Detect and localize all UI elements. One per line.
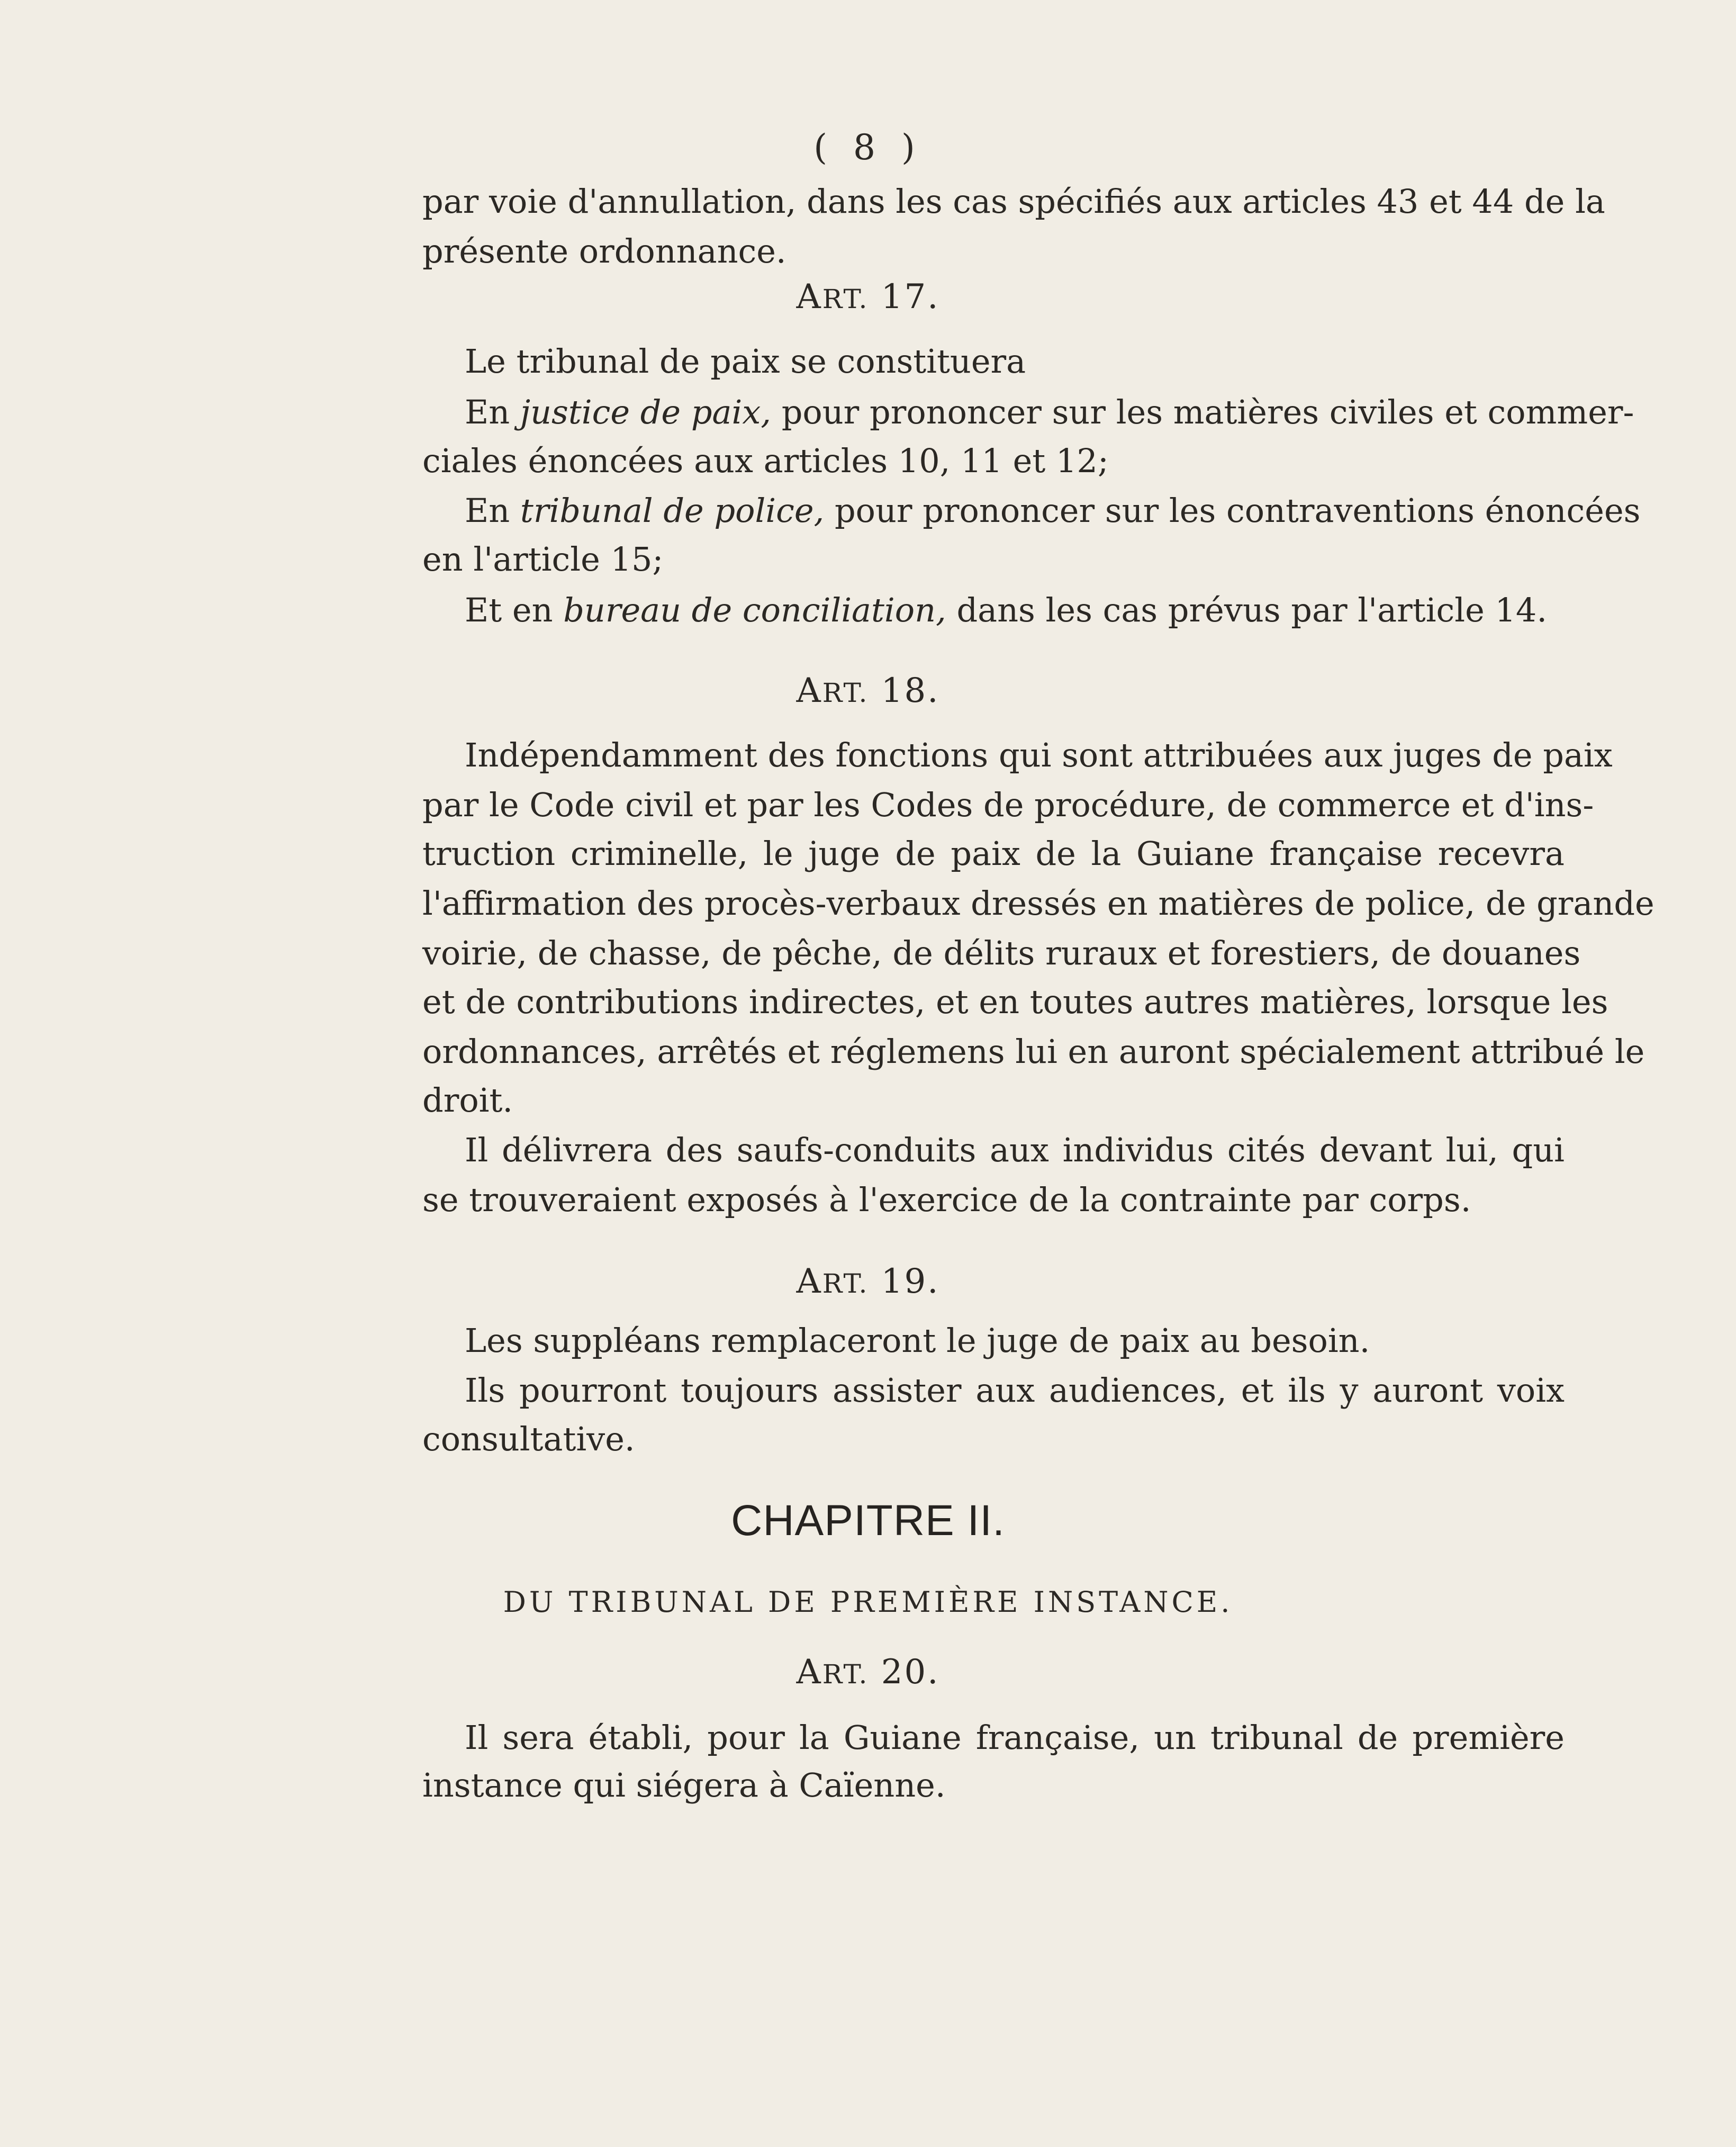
chapter-title: CHAPITRE II. <box>731 1496 1005 1545</box>
page-folio: ( 8 ) <box>813 127 923 168</box>
text-line: En tribunal de police, pour prononcer sur les contraventions énoncées <box>465 491 1641 530</box>
text-line: se trouveraient exposés à l'exercice de la contrainte par corps. <box>422 1180 1471 1219</box>
text-line: et de contributions indirectes, et en toutes autres matières, lorsque les <box>422 982 1608 1021</box>
text-line: voirie, de chasse, de pêche, de délits ruraux et forestiers, de douanes <box>422 934 1581 972</box>
text-line: ordonnances, arrêtés et réglemens lui en auront spécialement attribué le <box>422 1032 1645 1071</box>
text-line: Les suppléans remplaceront le juge de paix au besoin. <box>465 1321 1370 1360</box>
article-heading-18: ART. 18. <box>796 671 940 710</box>
text-line: Il délivrera des saufs-conduits aux individus cités devant lui, qui <box>465 1131 1565 1169</box>
article-heading-19: ART. 19. <box>796 1262 940 1301</box>
text-line: Et en bureau de conciliation, dans les cas prévus par l'article 14. <box>465 591 1548 629</box>
text-line: ciales énoncées aux articles 10, 11 et 12; <box>422 441 1109 480</box>
text-line: l'affirmation des procès-verbaux dressés en matières de police, de grande <box>422 884 1654 923</box>
text-line: instance qui siégera à Caïenne. <box>422 1766 946 1805</box>
text-line: Ils pourront toujours assister aux audiences, et ils y auront voix <box>465 1371 1565 1410</box>
text-line: en l'article 15; <box>422 540 664 579</box>
text-line: En justice de paix, pour prononcer sur les matières civiles et commer- <box>465 393 1634 431</box>
text-line: par le Code civil et par les Codes de procédure, de commerce et d'ins- <box>422 786 1594 824</box>
text-line: Indépendamment des fonctions qui sont attribuées aux juges de paix <box>465 736 1613 774</box>
text-line: Le tribunal de paix se constituera <box>465 342 1026 381</box>
text-line: truction criminelle, le juge de paix de la Guiane française recevra <box>422 834 1565 873</box>
text-line: présente ordonnance. <box>422 232 786 270</box>
text-line: droit. <box>422 1081 513 1120</box>
chapter-subtitle: DU TRIBUNAL DE PREMIÈRE INSTANCE. <box>503 1585 1233 1619</box>
text-line: Il sera établi, pour la Guiane française, un tribunal de première <box>465 1718 1565 1757</box>
text-line: par voie d'annullation, dans les cas spécifiés aux articles 43 et 44 de la <box>422 182 1605 221</box>
article-heading-17: ART. 17. <box>796 277 940 317</box>
text-line: consultative. <box>422 1420 635 1458</box>
article-heading-20: ART. 20. <box>796 1653 940 1692</box>
